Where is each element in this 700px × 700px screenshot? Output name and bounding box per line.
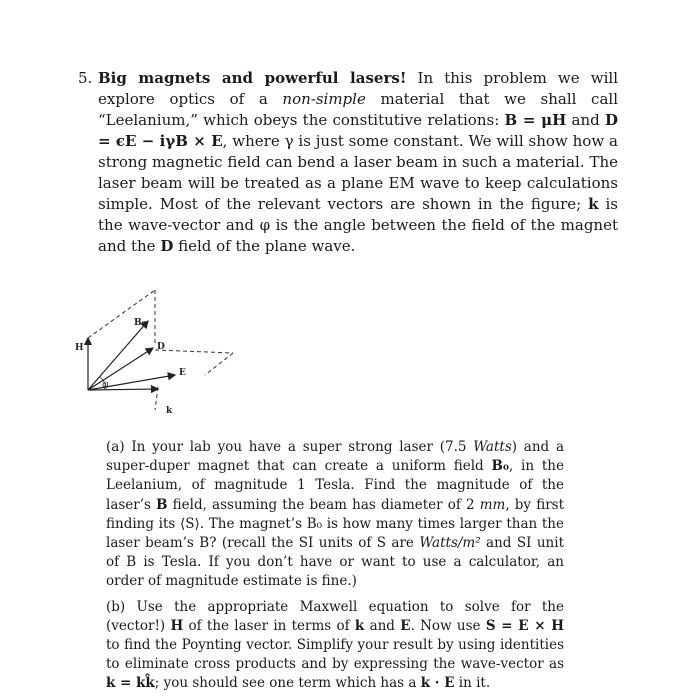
problem-title: Big magnets and powerful lasers! bbox=[98, 69, 407, 87]
intro-text-5: field of the plane wave. bbox=[173, 237, 356, 255]
subparts bbox=[106, 438, 564, 700]
part-b-k-eq: k = kk̂ bbox=[106, 675, 155, 692]
k-vector-bold: k bbox=[588, 195, 599, 213]
part-a-units: Watts/m² bbox=[419, 535, 481, 552]
part-b-e: E bbox=[400, 617, 411, 634]
relation-b: B = μH bbox=[504, 111, 567, 129]
part-a-b0: B₀ bbox=[491, 458, 509, 475]
and-word: and bbox=[566, 111, 605, 129]
problem-statement bbox=[98, 68, 618, 257]
part-b-k: k bbox=[354, 617, 365, 634]
part-b-s-eq: S = E × H bbox=[485, 617, 565, 634]
label-k: k bbox=[166, 406, 173, 416]
intro-text-4: is the wave-vector and φ is the angle between the field of the magnet and the bbox=[98, 195, 618, 255]
b0-vector bbox=[88, 321, 148, 390]
part-a-text-6: and SI unit of B is Tesla. If you don’t have or want to use a calculator, an order of magnitude estimate is fine.) bbox=[106, 535, 564, 590]
part-a bbox=[106, 438, 564, 592]
part-b bbox=[106, 598, 564, 694]
intro-text-1: In this problem we will explore optics of a bbox=[98, 69, 618, 108]
label-phi: φ bbox=[102, 380, 109, 390]
part-b-text-4: . Now use bbox=[410, 617, 486, 634]
vector-figure bbox=[55, 285, 255, 425]
part-b-h: H bbox=[170, 617, 184, 634]
problem-5 bbox=[80, 68, 618, 257]
label-b0: B₀ bbox=[134, 318, 146, 328]
vector-diagram bbox=[55, 285, 255, 425]
italic-term: non-simple bbox=[282, 90, 366, 108]
relation-d: D = ϵE − iγB × E bbox=[98, 111, 619, 150]
label-d: D bbox=[157, 342, 165, 352]
intro-text-2: material that we shall call “Leelanium,” which obeys the constitutive relations: bbox=[98, 90, 618, 129]
part-a-text-4: field, assuming the beam has diameter of 2 bbox=[167, 496, 480, 513]
d-vector bbox=[88, 348, 153, 390]
label-h: H bbox=[75, 343, 84, 353]
part-a-mm: mm bbox=[479, 496, 506, 513]
part-a-text-1: (a) In your lab you have a super strong laser (7.5 bbox=[106, 439, 474, 455]
part-b-text-3: and bbox=[364, 617, 401, 634]
part-b-text-6: ; you should see one term which has a bbox=[154, 675, 421, 692]
problem-number: 5. bbox=[78, 69, 93, 87]
part-a-text-3: , in the Leelanium, of magnitude 1 Tesla. Find the magnitude of the laser’s bbox=[106, 458, 564, 513]
part-b-text bbox=[106, 598, 564, 694]
part-b-text-2: of the laser in terms of bbox=[183, 617, 355, 634]
part-a-watts: Watts bbox=[473, 439, 512, 455]
part-b-text-5: to find the Poynting vector. Simplify your result by using identities to eliminate cross products and by expressing the wave-vector as bbox=[106, 637, 564, 673]
part-a-b: B bbox=[156, 496, 168, 513]
part-a-text-2: ) and a super-duper magnet that can create a uniform field bbox=[106, 439, 564, 475]
part-b-kdote: k · E bbox=[420, 675, 455, 692]
part-b-text-1: (b) Use the appropriate Maxwell equation to solve for the (vector!) bbox=[106, 598, 564, 634]
part-b-text-7: in it. bbox=[454, 675, 491, 692]
part-a-text-5: , by first finding its ⟨S⟩. The magnet’s B₀ is how many times larger than the laser beam’s B? (recall the SI units of S are bbox=[106, 496, 565, 552]
d-vector-bold: D bbox=[160, 237, 174, 255]
intro-text-3: , where γ is just some constant. We will show how a strong magnetic field can bend a laser beam in such a material. The laser beam will be treated as a plane EM wave to keep calculations simple. Most of the relevant vectors are shown in the figure; bbox=[98, 132, 618, 213]
part-a-text bbox=[106, 438, 564, 592]
k-vector bbox=[88, 389, 158, 390]
label-e: E bbox=[179, 368, 186, 378]
